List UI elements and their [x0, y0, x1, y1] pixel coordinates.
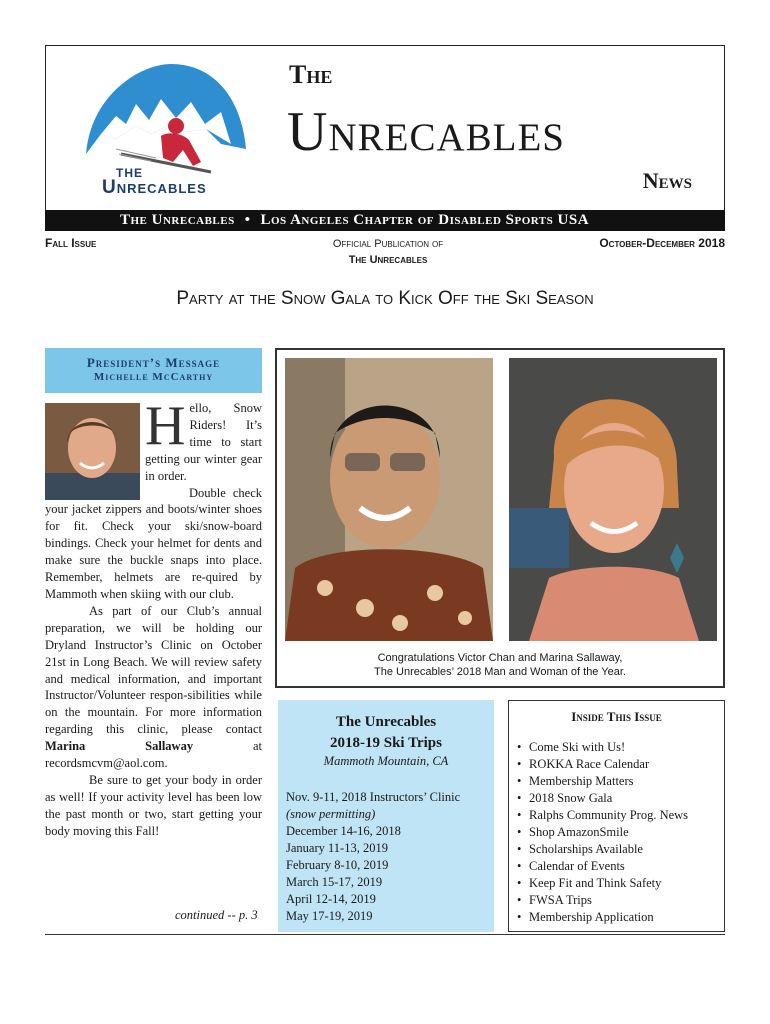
- article-para3: [45, 603, 262, 772]
- president-article: [45, 395, 263, 840]
- photo-victor-chan: [285, 358, 493, 641]
- trips-location: Mammoth Mountain, CA: [323, 754, 449, 768]
- photo-marina-sallaway: [509, 358, 717, 641]
- trip-item: December 14-16, 2018: [286, 824, 401, 838]
- photo-wrap-spacer: [45, 400, 145, 500]
- caption-line2: The Unrecables’ 2018 Man and Woman of the Year.: [374, 666, 626, 678]
- trips-title-line1: The Unrecables: [335, 714, 437, 730]
- inside-item: • FWSA Trips: [517, 892, 716, 909]
- banner-left: The Unrecables: [120, 212, 235, 228]
- trip-item: Nov. 9-11, 2018 Instructors’ Clinic: [286, 790, 461, 804]
- trips-title-line2: 2018-19 Ski Trips: [330, 735, 442, 751]
- masthead-news: News: [642, 168, 692, 193]
- inside-item: • Come Ski with Us!: [517, 739, 716, 756]
- trip-item: February 8-10, 2019: [286, 858, 389, 872]
- inside-item: • Membership Application: [517, 909, 716, 926]
- banner-separator: •: [244, 212, 251, 228]
- inside-this-issue: [508, 700, 725, 932]
- official-publication: [288, 236, 488, 268]
- contact-name: Marina Sallaway: [45, 739, 194, 754]
- logo-the-text: THE: [116, 166, 143, 180]
- article-para3-text: As part of our Club’s annual preparation, we will be holding our Dryland Instructor’s Clinic on October 21st in Long Beach. We will review safety and medical information, and important Instructor/Volunteer respon-sibilities while on the mountain. For more information regarding this clinic, please contact: [45, 603, 262, 737]
- headline: Party at the Snow Gala to Kick Off the Ski Season: [176, 288, 594, 309]
- logo-name-text: Unrecables: [102, 177, 207, 198]
- photo-caption: [277, 651, 723, 679]
- issue-dates: October-December 2018: [599, 236, 725, 250]
- president-name: Michelle McCarthy: [93, 371, 214, 383]
- official-line2: The Unrecables: [348, 254, 428, 266]
- trips-list: [286, 789, 486, 925]
- inside-title: Inside This Issue: [571, 709, 662, 724]
- bottom-divider: [45, 934, 725, 935]
- article-para3-end: at recordsmcvm@aol.com.: [45, 739, 263, 771]
- masthead-the: The: [289, 60, 333, 89]
- inside-item: • Keep Fit and Think Safety: [517, 875, 716, 892]
- article-para1: ello, Snow Riders! It’s time to start getting our winter gear in order.: [145, 401, 262, 483]
- article-para4: Be sure to get your body in order as well! If your activity level has been low the past month or two, start getting your body moving this Fall!: [45, 772, 262, 838]
- masthead-title: Unrecables: [287, 101, 565, 163]
- official-line1: Official Publication of: [332, 238, 444, 250]
- president-message-title: President’s Message: [86, 355, 221, 370]
- inside-item: • ROKKA Race Calendar: [517, 756, 716, 773]
- inside-item: • Ralphs Community Prog. News: [517, 807, 716, 824]
- inside-item: • 2018 Snow Gala: [517, 790, 716, 807]
- inside-item: • Calendar of Events: [517, 858, 716, 875]
- continued-note: continued -- p. 3: [175, 908, 258, 922]
- article-para2: Double check your jacket zippers and boots/winter shoes for fit. Check your ski/snow-board bindings. Check your helmet for dents and make sure the buckle snaps into place. Remember, helmets are re-quired by Mammoth when skiing with our club.: [45, 485, 262, 601]
- inside-list: [517, 739, 716, 926]
- caption-line1: Congratulations Victor Chan and Marina Sallaway,: [377, 652, 623, 664]
- banner: [45, 210, 725, 231]
- trip-item: May 17-19, 2019: [286, 909, 373, 923]
- trip-item: March 15-17, 2019: [286, 875, 383, 889]
- inside-item: • Shop AmazonSmile: [517, 824, 716, 841]
- inside-item: • Membership Matters: [517, 773, 716, 790]
- issue-season: Fall Issue: [45, 236, 97, 250]
- president-message-box: [45, 348, 262, 393]
- ski-trips-box: [278, 700, 494, 932]
- dropcap-letter: H: [145, 395, 186, 457]
- banner-right: Los Angeles Chapter of Disabled Sports USA: [260, 212, 590, 228]
- award-photos: [275, 348, 725, 688]
- trip-item: January 11-13, 2019: [286, 841, 388, 855]
- inside-item: • Scholarships Available: [517, 841, 716, 858]
- masthead: [45, 45, 725, 210]
- trip-item: April 12-14, 2019: [286, 892, 376, 906]
- trip-item-note: (snow permitting): [286, 807, 376, 821]
